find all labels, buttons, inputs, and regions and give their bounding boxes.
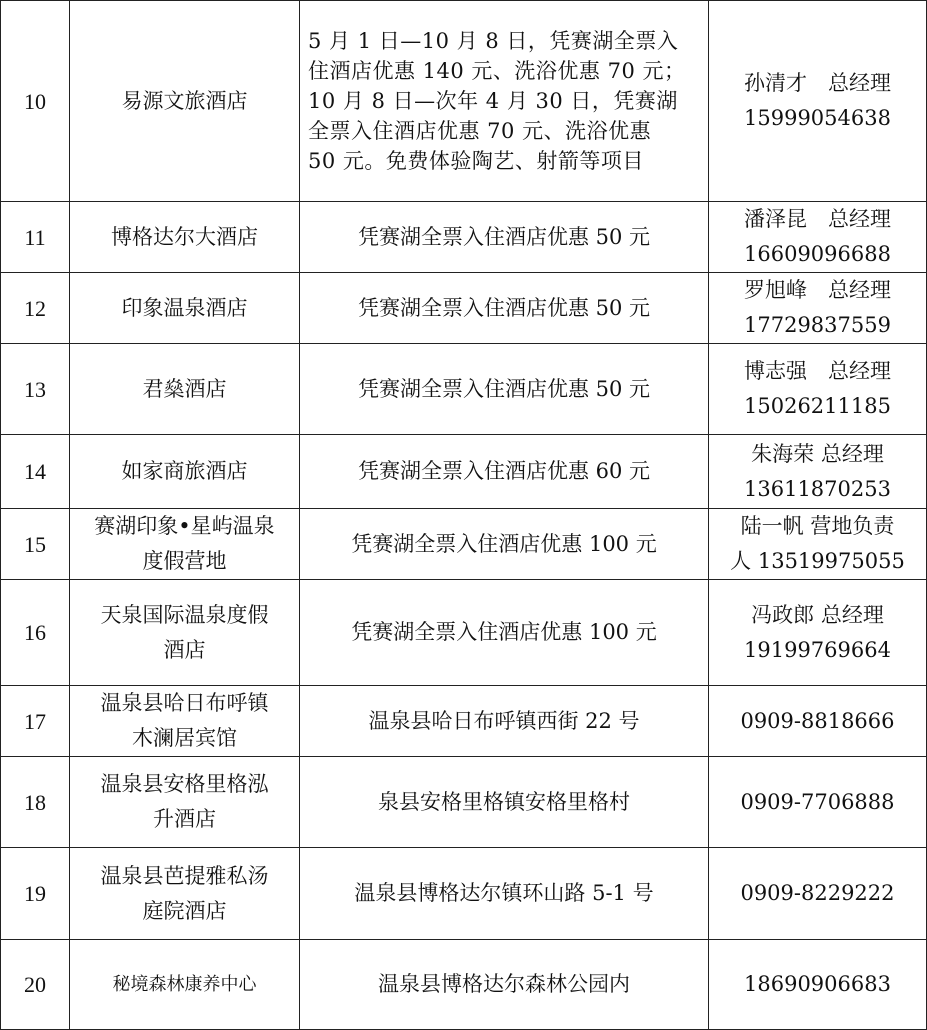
row-number: 10	[1, 1, 70, 202]
row-number: 18	[1, 757, 70, 848]
hotel-name: 秘境森林康养中心	[70, 940, 300, 1030]
row-number: 13	[1, 344, 70, 435]
table-row	[1, 940, 927, 1030]
hotel-name: 博格达尔大酒店	[70, 202, 300, 273]
offer-description: 凭赛湖全票入住酒店优惠 60 元	[300, 435, 709, 509]
offer-description: 5 月 1 日—10 月 8 日，凭赛湖全票入 住酒店优惠 140 元、洗浴优惠 70 元； 10 月 8 日—次年 4 月 30 日，凭赛湖 全票入住酒店优惠 70 元、洗浴优惠 50 元。免费体验陶艺、射箭等项目	[300, 1, 709, 202]
table-row	[1, 580, 927, 686]
table-row	[1, 848, 927, 940]
table-row	[1, 435, 927, 509]
hotel-name: 印象温泉酒店	[70, 273, 300, 344]
offer-description: 温泉县博格达尔森林公园内	[300, 940, 709, 1030]
hotel-name: 天泉国际温泉度假 酒店	[70, 580, 300, 686]
contact-info: 朱海荣 总经理 13611870253	[709, 435, 927, 509]
hotel-name: 温泉县哈日布呼镇 木澜居宾馆	[70, 686, 300, 757]
offer-description: 凭赛湖全票入住酒店优惠 50 元	[300, 202, 709, 273]
hotel-name: 温泉县芭提雅私汤 庭院酒店	[70, 848, 300, 940]
hotel-name: 君燊酒店	[70, 344, 300, 435]
offer-description: 泉县安格里格镇安格里格村	[300, 757, 709, 848]
contact-info: 潘泽昆 总经理 16609096688	[709, 202, 927, 273]
row-number: 20	[1, 940, 70, 1030]
table-row	[1, 273, 927, 344]
contact-info: 18690906683	[709, 940, 927, 1030]
row-number: 19	[1, 848, 70, 940]
table-row	[1, 509, 927, 580]
contact-info: 0909-8818666	[709, 686, 927, 757]
hotel-name: 赛湖印象•星屿温泉 度假营地	[70, 509, 300, 580]
table-row	[1, 686, 927, 757]
row-number: 12	[1, 273, 70, 344]
contact-info: 冯政郎 总经理 19199769664	[709, 580, 927, 686]
hotel-name: 易源文旅酒店	[70, 1, 300, 202]
offer-description: 温泉县哈日布呼镇西街 22 号	[300, 686, 709, 757]
table-row	[1, 202, 927, 273]
table-row	[1, 344, 927, 435]
offer-description: 凭赛湖全票入住酒店优惠 50 元	[300, 273, 709, 344]
contact-info: 0909-8229222	[709, 848, 927, 940]
contact-info: 孙清才 总经理 15999054638	[709, 1, 927, 202]
offer-description: 温泉县博格达尔镇环山路 5-1 号	[300, 848, 709, 940]
contact-info: 陆一帆 营地负责 人 13519975055	[709, 509, 927, 580]
offer-description: 凭赛湖全票入住酒店优惠 100 元	[300, 509, 709, 580]
contact-info: 博志强 总经理 15026211185	[709, 344, 927, 435]
hotel-name: 如家商旅酒店	[70, 435, 300, 509]
row-number: 15	[1, 509, 70, 580]
row-number: 17	[1, 686, 70, 757]
row-number: 11	[1, 202, 70, 273]
contact-info: 罗旭峰 总经理 17729837559	[709, 273, 927, 344]
row-number: 16	[1, 580, 70, 686]
contact-info: 0909-7706888	[709, 757, 927, 848]
offer-description: 凭赛湖全票入住酒店优惠 100 元	[300, 580, 709, 686]
offer-description: 凭赛湖全票入住酒店优惠 50 元	[300, 344, 709, 435]
table-row	[1, 757, 927, 848]
table-row	[1, 1, 927, 202]
hotel-name: 温泉县安格里格泓 升酒店	[70, 757, 300, 848]
row-number: 14	[1, 435, 70, 509]
